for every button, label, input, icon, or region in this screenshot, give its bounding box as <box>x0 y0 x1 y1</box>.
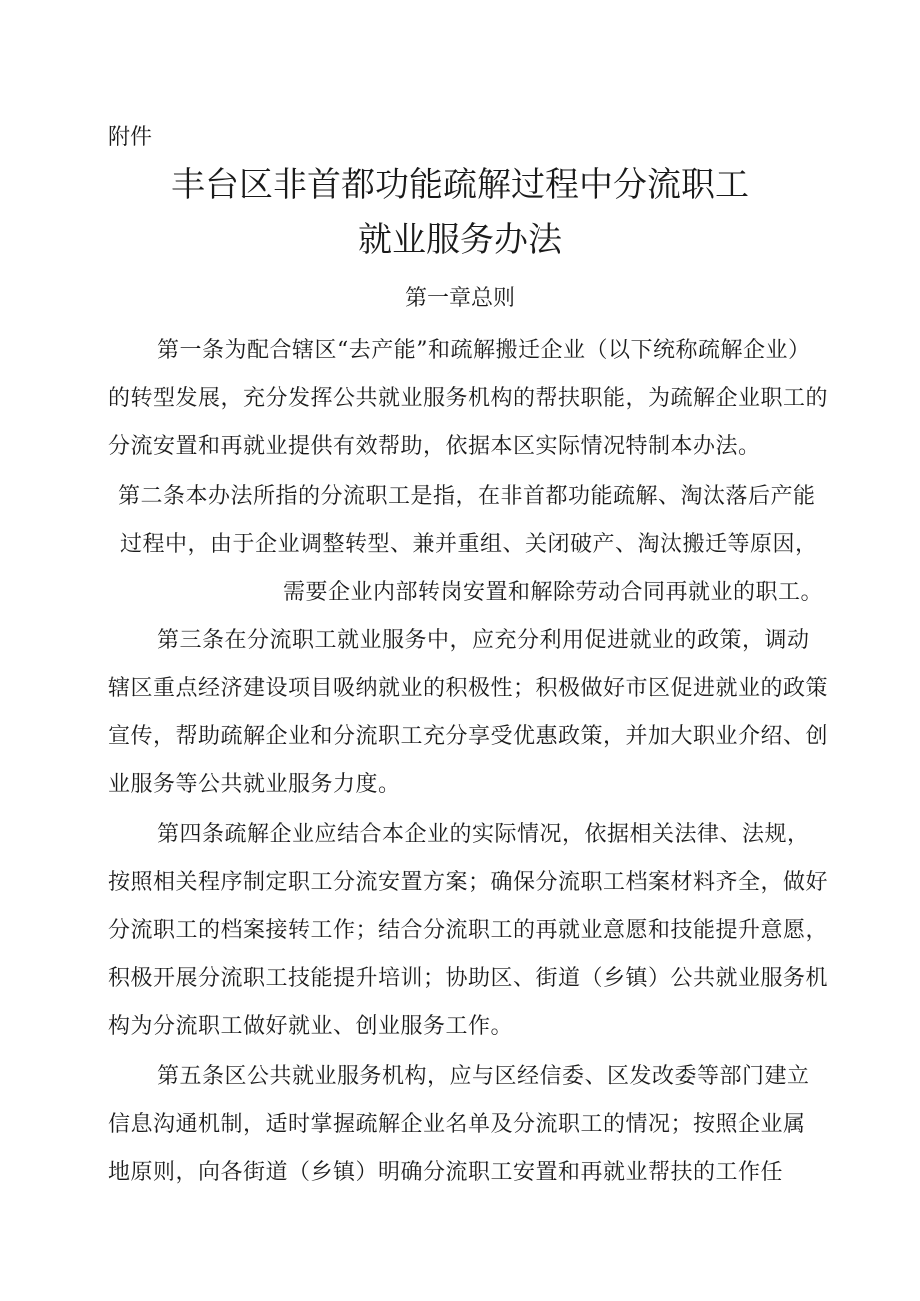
article-1-line-2: 的转型发展，充分发挥公共就业服务机构的帮扶职能，为疏解企业职工的 <box>108 386 829 411</box>
article-3-line-2: 辖区重点经济建设项目吸纳就业的积极性；积极做好市区促进就业的政策 <box>108 676 829 701</box>
article-5-line-2: 信息沟通机制，适时掌握疏解企业名单及分流职工的情况；按照企业属 <box>108 1112 806 1137</box>
article-3-line-1: 第三条在分流职工就业服务中，应充分利用促进就业的政策，调动 <box>157 628 810 653</box>
article-1-line-3: 分流安置和再就业提供有效帮助，依据本区实际情况特制本办法。 <box>108 434 761 459</box>
article-4-line-1: 第四条疏解企业应结合本企业的实际情况，依据相关法律、法规， <box>157 822 810 847</box>
article-4-line-3: 分流职工的档案接转工作；结合分流职工的再就业意愿和技能提升意愿， <box>108 918 829 943</box>
article-4-line-4: 积极开展分流职工技能提升培训；协助区、街道（乡镇）公共就业服务机 <box>108 966 829 991</box>
article-1-line-1: 第一条为配合辖区“去产能”和疏解搬迁企业（以下统称疏解企业） <box>157 338 811 363</box>
article-4-line-5: 构为分流职工做好就业、创业服务工作。 <box>108 1014 514 1039</box>
attachment-label: 附件 <box>108 125 153 150</box>
article-5-line-1: 第五条区公共就业服务机构，应与区经信委、区发改委等部门建立 <box>157 1064 810 1089</box>
document-title-line-2: 就业服务办法 <box>358 220 562 260</box>
article-5-line-3: 地原则，向各街道（乡镇）明确分流职工安置和再就业帮扶的工作任 <box>108 1160 784 1185</box>
article-2-line-1: 第二条本办法所指的分流职工是指，在非首都功能疏解、淘汰落后产能 <box>118 484 816 509</box>
article-3-line-4: 业服务等公共就业服务力度。 <box>108 772 401 797</box>
document-title-line-1: 丰台区非首都功能疏解过程中分流职工 <box>171 165 749 205</box>
article-3-line-3: 宣传，帮助疏解企业和分流职工充分享受优惠政策，并加大职业介绍、创 <box>108 724 829 749</box>
article-2-line-3: 需要企业内部转岗安置和解除劳动合同再就业的职工。 <box>283 580 824 605</box>
article-2-line-2: 过程中，由于企业调整转型、兼并重组、关闭破产、淘汰搬迁等原因， <box>120 532 818 557</box>
article-4-line-2: 按照相关程序制定职工分流安置方案；确保分流职工档案材料齐全，做好 <box>108 870 829 895</box>
chapter-heading: 第一章总则 <box>404 286 515 311</box>
